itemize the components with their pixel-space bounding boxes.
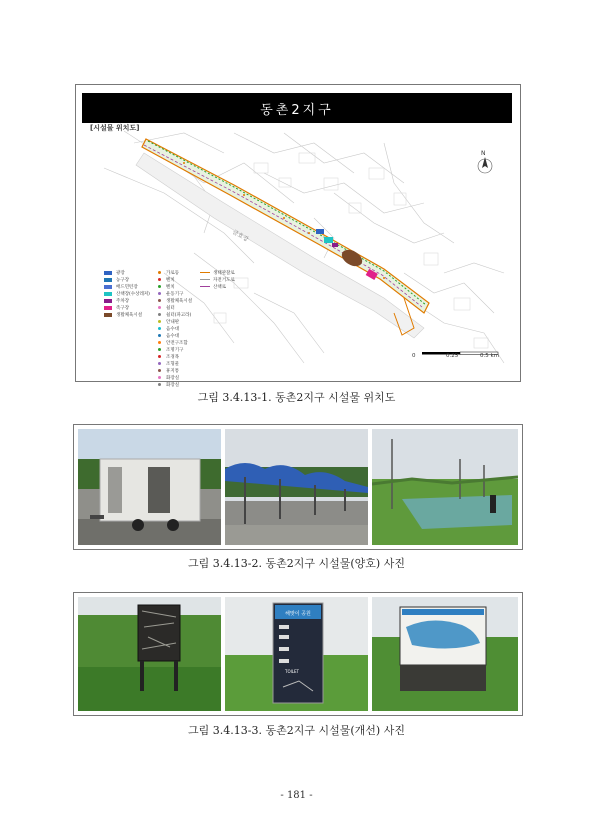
scale-tick-1: 0.25 [446,353,459,359]
legend-item [158,269,192,276]
legend-label: 조경목 [166,354,180,360]
photo-court [372,429,518,545]
photo-blue-sign [225,597,368,711]
legend-swatch [104,292,112,296]
legend-label: 산책장(수상레져) [116,291,150,297]
legend-label: 자전거도로 [213,277,235,283]
north-arrow-icon [478,150,492,173]
map-title: 동촌2지구 [82,93,512,123]
legend-swatch [104,299,112,303]
legend-item [200,283,235,290]
legend-swatch [200,279,210,280]
facility-location-map [75,84,521,388]
scale-tick-0: 0 [412,353,416,359]
legend-label: 생활체육시설 [166,298,193,304]
photo-row-improve [73,592,523,716]
legend-swatch [158,362,161,365]
legend-item [104,290,150,297]
legend-item [158,381,192,388]
legend-swatch [158,299,161,302]
legend-item [158,374,192,381]
legend-label: 조명기구 [166,347,184,353]
legend-label: 쉼터(파고라) [166,312,192,318]
map-label: [시설물 위치도] [90,124,140,132]
map-drawing [84,123,512,375]
caption-fig3: 그림 3.4.13-3. 동촌2지구 시설물(개선) 사진 [188,724,405,737]
legend-paths [200,269,235,290]
legend-label: 광장 [116,270,125,276]
caption-fig1: 그림 3.4.13-1. 동촌2지구 시설물 위치도 [197,391,396,404]
legend-swatch [158,383,161,386]
page-number: - 181 - [280,790,313,801]
legend-swatch [158,320,161,323]
legend-label: 화장실 [166,382,180,388]
legend-label: 가로등 [166,270,180,276]
legend-item [158,339,192,346]
legend-swatch [158,292,161,295]
legend-label: 산책로 [213,284,227,290]
legend-swatch [158,348,161,351]
legend-item [158,276,192,283]
legend-item [104,311,150,318]
legend-item [104,269,150,276]
legend-facilities [158,269,192,388]
legend-item [158,367,192,374]
legend-item [158,297,192,304]
legend-swatch [158,306,161,309]
legend-label: 안내판 [166,319,180,325]
caption-fig2: 그림 3.4.13-2. 동촌2지구 시설물(양호) 사진 [188,557,405,570]
legend-label: 화장실 [166,375,180,381]
legend-item [158,318,192,325]
legend-label: 족구장 [116,305,130,311]
legend-swatch [104,313,112,317]
legend-label: 음수대 [166,326,180,332]
legend-item [158,325,192,332]
legend-swatch [104,306,112,310]
legend-swatch [158,285,161,288]
legend-swatch [158,271,161,274]
legend-label: 운동기구 [166,291,184,297]
legend-swatch [158,278,161,281]
legend-label: 조형물 [166,361,180,367]
legend-swatch [104,271,112,275]
legend-item [158,304,192,311]
legend-swatch [200,286,210,287]
legend-swatch [158,369,161,372]
legend-item [200,276,235,283]
legend-swatch [158,327,161,330]
north-label: N [481,150,486,157]
legend-swatch [104,278,112,282]
scale-labels [412,353,500,359]
photo-mobile-toilet [78,429,221,545]
photo-map-board [372,597,518,711]
legend-areas [104,269,150,318]
legend-label: 농구장 [116,277,130,283]
legend-swatch [158,313,161,316]
legend-item [158,360,192,367]
legend-label: 쉼터 [166,305,175,311]
legend-label: 벤치 [166,277,175,283]
river-label: 금호강 [231,228,250,244]
legend-label: 생활체육시설 [116,312,143,318]
legend-item [104,297,150,304]
legend-swatch [158,341,161,344]
legend-item [158,283,192,290]
sign-line: TOILET [285,669,299,674]
legend-swatch [158,334,161,337]
legend-label: 안전구조함 [166,340,188,346]
legend-item [104,304,150,311]
legend-label: 휴지통 [166,368,180,374]
legend-item [158,311,192,318]
legend-swatch [200,272,210,273]
legend-label: 음수대 [166,333,180,339]
legend-swatch [104,285,112,289]
legend-label: 주차장 [116,298,130,304]
legend-swatch [158,376,161,379]
legend-item [158,346,192,353]
legend-swatch [158,355,161,358]
sign-title: 해맞이 공원 [285,611,311,617]
legend-item [158,332,192,339]
legend-label: 생태관찰로 [213,270,235,276]
photo-shelter [225,429,368,545]
legend-item [200,269,235,276]
legend-item [104,283,150,290]
scale-tick-2: 0.5 km [480,353,500,359]
photo-faded-sign [78,597,221,711]
legend-item [158,353,192,360]
legend-item [104,276,150,283]
legend-item [158,290,192,297]
photo-row-good [73,424,523,550]
legend-label: 벤치 [166,284,175,290]
legend-label: 배드민턴장 [116,284,138,290]
